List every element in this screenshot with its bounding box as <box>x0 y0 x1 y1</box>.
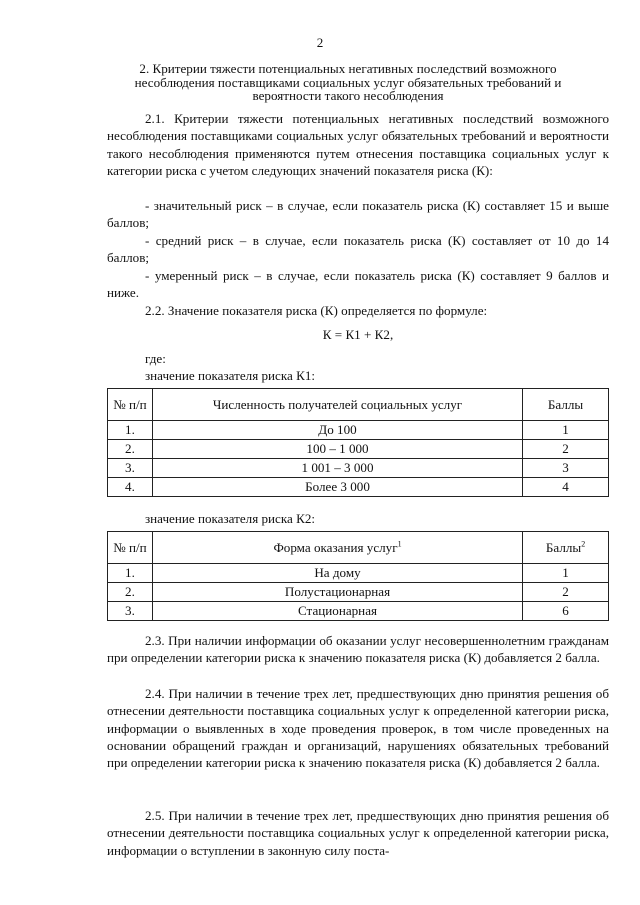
k2-row-name: На дому <box>152 564 522 583</box>
table-row <box>108 440 609 459</box>
k2-label: значение показателя риска К2: <box>145 511 316 526</box>
k1-label: значение показателя риска К1: <box>145 368 316 383</box>
k1-table-header <box>108 389 609 421</box>
where-label: где: <box>145 351 166 366</box>
k1-row-score: 4 <box>523 478 609 497</box>
k2-table <box>107 531 609 621</box>
page-number: 2 <box>316 35 324 50</box>
risk-moderate-item: - умеренный риск – в случае, если показатель риска (К) составляет 9 баллов и ниже. <box>107 268 609 301</box>
paragraph-2-1: 2.1. Критерии тяжести потенциальных негативных последствий возможного несоблюдения поставщиками социальных услуг обязательных требований и вероятности такого несоблюдения применяются путем отнесения поставщика социальных услуг к категории риска с учетом следующих значений показателя риска (К): <box>107 111 609 178</box>
table-row <box>108 583 609 602</box>
k2-row-num: 1. <box>108 564 153 583</box>
k1-row-score: 3 <box>523 459 609 478</box>
risk-medium-item: - средний риск – в случае, если показатель риска (К) составляет от 10 до 14 баллов; <box>107 233 609 266</box>
k2-header-score-cell <box>523 532 609 564</box>
formula: К = К1 + К2, <box>322 327 394 342</box>
paragraph-2-4: 2.4. При наличии в течение трех лет, предшествующих дню принятия решения об отнесении деятельности поставщика социальных услуг к определенной категории риска, информации о выявленных в ходе проведения проверок, в том числе проведенных на основании обращений граждан и организаций, нарушениях обязательных требований при определении категории риска к значению показателя риска (К) добавляется 2 балла. <box>107 686 609 771</box>
table-row <box>108 478 609 497</box>
paragraph-2-3: 2.3. При наличии информации об оказании услуг несовершеннолетним гражданам при определении категории риска к значению показателя риска (К) добавляется 2 балла. <box>107 633 609 666</box>
k1-row-num: 2. <box>108 440 153 459</box>
footnote-1-marker: 1 <box>397 539 402 549</box>
k1-row-score: 1 <box>523 421 609 440</box>
k2-row-name: Полустационарная <box>152 583 522 602</box>
table-row <box>108 421 609 440</box>
k2-header-name: Форма оказания услуг <box>273 539 398 555</box>
k1-header-name: Численность получателей социальных услуг <box>152 389 522 421</box>
k1-header-score: Баллы <box>523 389 609 421</box>
k2-row-score: 1 <box>523 564 609 583</box>
k2-row-score: 2 <box>523 583 609 602</box>
k2-row-num: 2. <box>108 583 153 602</box>
k2-row-score: 6 <box>523 602 609 621</box>
k2-row-num: 3. <box>108 602 153 621</box>
k2-header-name-cell <box>152 532 522 564</box>
k1-row-num: 3. <box>108 459 153 478</box>
k2-table-header <box>108 532 609 564</box>
k1-row-name: До 100 <box>152 421 522 440</box>
table-row <box>108 459 609 478</box>
section-heading: 2. Критерии тяжести потенциальных негативных последствий возможного несоблюдения поставщиками социальных услуг обязательных требований и вероятности такого несоблюдения <box>134 61 562 103</box>
table-row <box>108 564 609 583</box>
k1-table <box>107 388 609 497</box>
k2-row-name: Стационарная <box>152 602 522 621</box>
k2-header-num: № п/п <box>108 532 153 564</box>
k1-header-num: № п/п <box>108 389 153 421</box>
paragraph-2-2: 2.2. Значение показателя риска (К) определяется по формуле: <box>145 303 488 318</box>
table-row <box>108 602 609 621</box>
k1-row-name: Более 3 000 <box>152 478 522 497</box>
k1-row-num: 4. <box>108 478 153 497</box>
paragraph-2-5: 2.5. При наличии в течение трех лет, предшествующих дню принятия решения об отнесении деятельности поставщика социальных услуг к определенной категории риска, информации о вступлении в законную силу поста- <box>107 808 609 858</box>
k2-header-score: Баллы <box>545 539 582 555</box>
k1-row-num: 1. <box>108 421 153 440</box>
footnote-2-marker: 2 <box>581 539 586 549</box>
k1-row-name: 100 – 1 000 <box>152 440 522 459</box>
k1-row-name: 1 001 – 3 000 <box>152 459 522 478</box>
risk-significant-item: - значительный риск – в случае, если показатель риска (К) составляет 15 и выше баллов; <box>107 198 609 231</box>
k1-row-score: 2 <box>523 440 609 459</box>
